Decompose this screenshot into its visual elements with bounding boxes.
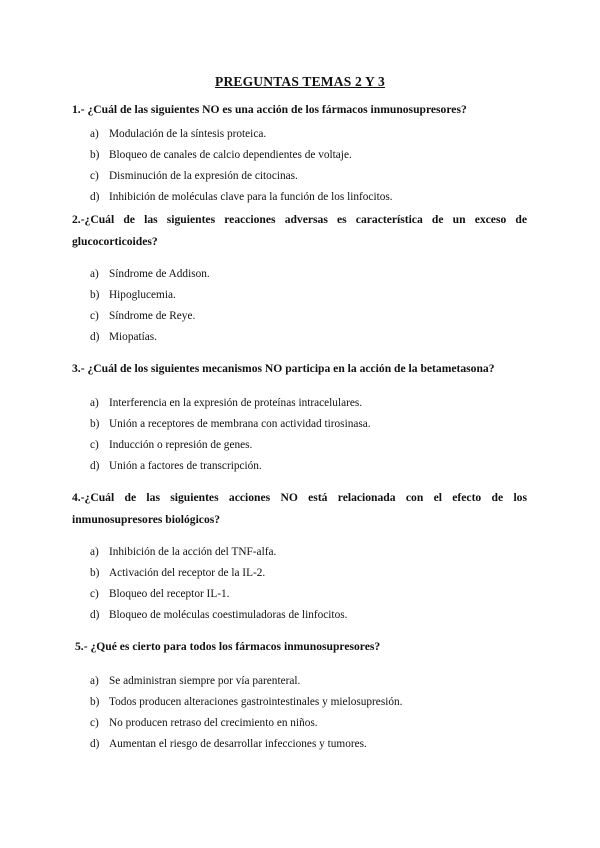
option-text: Hipoglucemia. (109, 289, 176, 301)
page-title: PREGUNTAS TEMAS 2 Y 3 (215, 74, 385, 89)
question-1: 1.- ¿Cuál de las siguientes NO es una acción de los fármacos inmunosupresores? (72, 103, 467, 116)
option-letter: b) (90, 696, 100, 708)
question-2-option-a (90, 267, 530, 281)
option-letter: d) (90, 460, 100, 472)
option-letter: c) (90, 717, 99, 729)
question-4-option-c (90, 587, 530, 601)
option-text: Activación del receptor de la IL-2. (109, 567, 266, 579)
option-text: Interferencia en la expresión de proteínas intracelulares. (109, 397, 363, 409)
option-letter: c) (90, 588, 99, 600)
option-text: Bloqueo de moléculas coestimuladoras de linfocitos. (109, 609, 348, 621)
option-letter: a) (90, 128, 99, 140)
question-3-option-a (90, 396, 530, 410)
option-text: Bloqueo de canales de calcio dependientes de voltaje. (109, 149, 352, 161)
option-letter: d) (90, 331, 100, 343)
question-3-option-c (90, 438, 530, 452)
question-5-option-b (90, 695, 530, 709)
question-1-option-b (90, 148, 530, 162)
question-2-option-b (90, 288, 530, 302)
option-letter: c) (90, 439, 99, 451)
option-letter: c) (90, 310, 99, 322)
option-letter: d) (90, 609, 100, 621)
option-text: Bloqueo del receptor IL-1. (109, 588, 230, 600)
question-4: 4.-¿Cuál de las siguientes acciones NO está relacionada con el efecto de los inmunosupresores biológicos? (72, 491, 527, 526)
question-2: 2.-¿Cuál de las siguientes reacciones adversas es característica de un exceso de glucocorticoides? (72, 213, 527, 248)
option-letter: d) (90, 738, 100, 750)
option-text: Inhibición de moléculas clave para la función de los linfocitos. (109, 191, 393, 203)
option-text: Se administran siempre por vía parenteral. (109, 675, 301, 687)
question-2-option-c (90, 309, 530, 323)
option-letter: a) (90, 675, 99, 687)
question-3-option-b (90, 417, 530, 431)
option-letter: b) (90, 567, 100, 579)
question-4-option-d (90, 608, 530, 622)
question-5-option-a (90, 674, 530, 688)
option-text: Aumentan el riesgo de desarrollar infecciones y tumores. (109, 738, 367, 750)
question-1-option-d (90, 190, 530, 204)
option-text: Inhibición de la acción del TNF-alfa. (109, 546, 277, 558)
option-text: No producen retraso del crecimiento en niños. (109, 717, 318, 729)
option-text: Miopatías. (109, 331, 158, 343)
question-2-option-d (90, 330, 530, 344)
option-text: Síndrome de Addison. (109, 268, 210, 280)
option-letter: a) (90, 268, 99, 280)
question-1-option-c (90, 169, 530, 183)
question-3: 3.- ¿Cuál de los siguientes mecanismos NO participa en la acción de la betametasona? (72, 362, 495, 375)
option-letter: d) (90, 191, 100, 203)
question-4-option-b (90, 566, 530, 580)
option-letter: a) (90, 546, 99, 558)
question-1-option-a (90, 127, 530, 141)
question-5-option-c (90, 716, 530, 730)
option-text: Disminución de la expresión de citocinas. (109, 170, 298, 182)
option-text: Unión a factores de transcripción. (109, 460, 262, 472)
option-letter: b) (90, 289, 100, 301)
question-4-option-a (90, 545, 530, 559)
option-text: Inducción o represión de genes. (109, 439, 253, 451)
option-text: Unión a receptores de membrana con actividad tirosinasa. (109, 418, 371, 430)
option-text: Todos producen alteraciones gastrointestinales y mielosupresión. (109, 696, 403, 708)
question-5-option-d (90, 737, 530, 751)
option-text: Modulación de la síntesis proteica. (109, 128, 267, 140)
question-5: 5.- ¿Qué es cierto para todos los fármacos inmunosupresores? (75, 640, 381, 653)
option-letter: b) (90, 149, 100, 161)
option-text: Síndrome de Reye. (109, 310, 196, 322)
option-letter: a) (90, 397, 99, 409)
question-3-option-d (90, 459, 530, 473)
option-letter: c) (90, 170, 99, 182)
option-letter: b) (90, 418, 100, 430)
